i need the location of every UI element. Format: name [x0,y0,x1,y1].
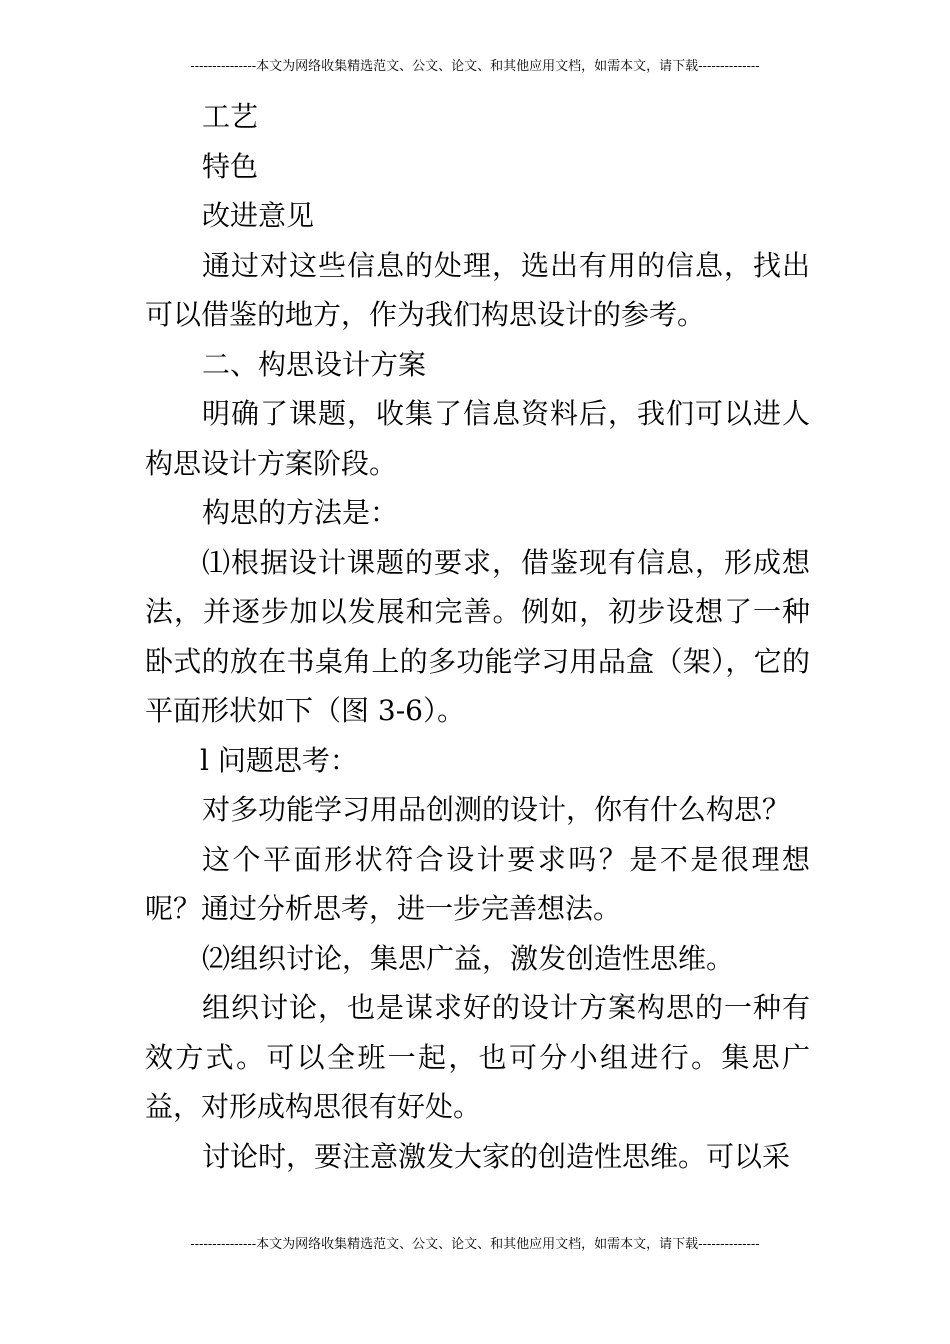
paragraph: 这个平面形状符合设计要求吗？是不是很理想呢？通过分析思考，进一步完善想法。 [145,842,810,925]
paragraph: 明确了课题，收集了信息资料后，我们可以进人构思设计方案阶段。 [145,397,810,480]
header-banner: ---------------本文为网络收集精选范文、公文、论文、和其他应用文档，如需本文，请下载-------------- [190,59,760,74]
question-heading: l 问题思考： [200,743,358,777]
paragraph: ⑴根据设计课题的要求，借鉴现有信息，形成想法，并逐步加以发展和完善。例如，初步设想了一种卧式的放在书桌角上的多功能学习用品盒（架），它的平面形状如下（图 3-6）。 [145,545,810,727]
paragraph: 组织讨论，也是谋求好的设计方案构思的一种有效方式。可以全班一起，也可分小组进行。集思广益，对形成构思很有好处。 [145,991,810,1123]
footer-banner: ---------------本文为网络收集精选范文、公文、论文、和其他应用文档，如需本文，请下载-------------- [190,1237,760,1252]
paragraph: 讨论时，要注意激发大家的创造性思维。可以采 [202,1139,791,1173]
paragraph: 通过对这些信息的处理，选出有用的信息，找出可以借鉴的地方，作为我们构思设计的参考。 [145,248,810,331]
paragraph: 对多功能学习用品创测的设计，你有什么构思？ [202,793,791,826]
paragraph: 特色 [202,149,259,183]
paragraph: ⑵组织讨论，集思广益，激发创造性思维。 [202,941,735,975]
document-body [145,92,810,1181]
section-heading: 二、构思设计方案 [202,347,427,381]
paragraph: 构思的方法是： [202,496,399,529]
paragraph: 改进意见 [202,199,315,232]
paragraph: 工艺 [202,100,259,133]
